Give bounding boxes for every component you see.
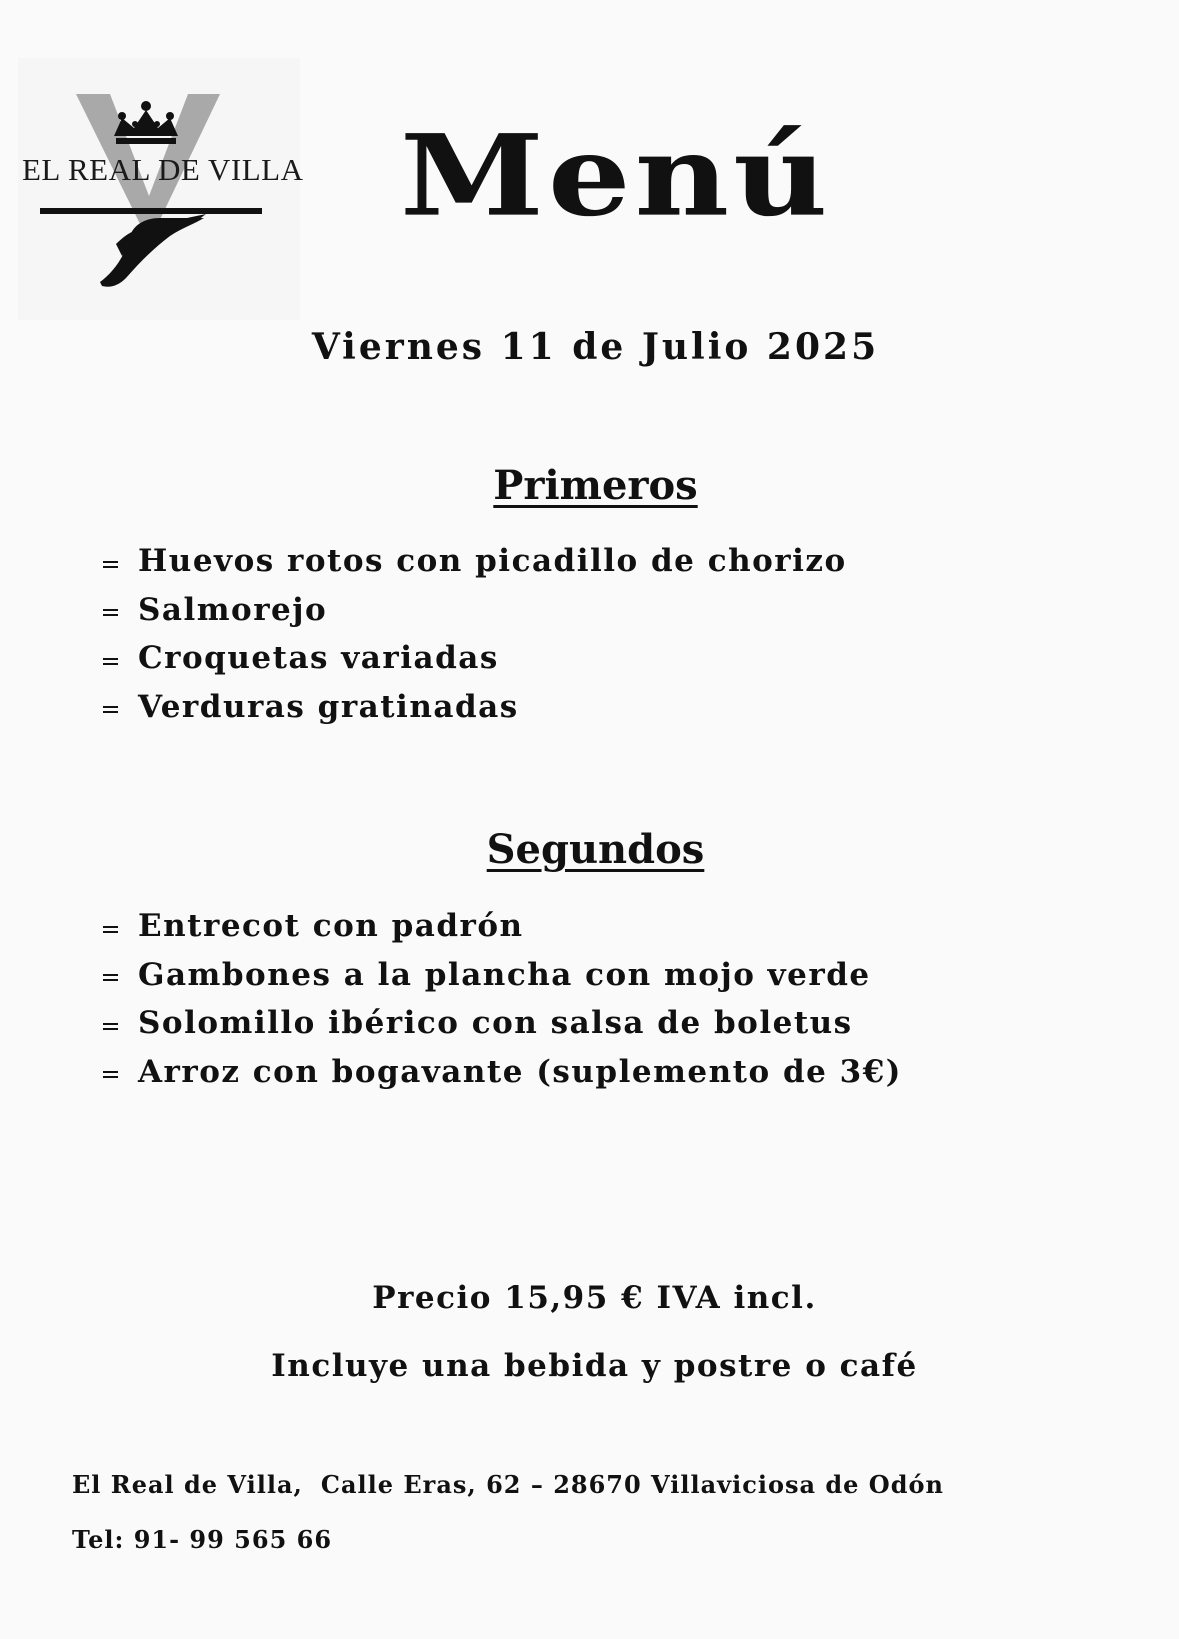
bullet-icon [103, 1023, 118, 1030]
dish-name: Croquetas variadas [138, 640, 499, 677]
crown-v-hand-logo-icon [18, 58, 304, 320]
dish-name: Salmorejo [138, 591, 328, 628]
dish-name: Solomillo ibérico con salsa de boletus [138, 1005, 853, 1042]
list-item [103, 537, 847, 586]
segundos-list [103, 902, 902, 1096]
restaurant-logo [18, 58, 304, 320]
menu-includes: Incluye una bebida y postre o café [271, 1348, 918, 1384]
footer-phone: Tel: 91- 99 565 66 [72, 1525, 333, 1554]
list-item [103, 999, 902, 1048]
footer-street: Calle Eras, 62 – 28670 Villaviciosa de Odón [320, 1470, 944, 1499]
list-item [103, 683, 847, 732]
page-title: Menú [400, 109, 832, 242]
bullet-icon [103, 974, 118, 981]
dish-name: Gambones a la plancha con mojo verde [138, 956, 871, 993]
bullet-icon [103, 706, 118, 713]
list-item [103, 1048, 902, 1097]
list-item [103, 902, 902, 951]
section-title-segundos: Segundos [486, 826, 705, 873]
primeros-list [103, 537, 847, 731]
bullet-icon [103, 926, 118, 933]
menu-date: Viernes 11 de Julio 2025 [311, 326, 880, 368]
list-item [103, 951, 902, 1000]
bullet-icon [103, 658, 118, 665]
bullet-icon [103, 1071, 118, 1078]
bullet-icon [103, 561, 118, 568]
dish-name: Entrecot con padrón [138, 908, 524, 945]
section-title-primeros: Primeros [493, 462, 698, 509]
list-item [103, 634, 847, 683]
dish-name: Huevos rotos con picadillo de chorizo [138, 543, 847, 580]
footer-address [72, 1470, 944, 1499]
list-item [103, 586, 847, 635]
dish-name: Arroz con bogavante (suplemento de 3€) [138, 1053, 902, 1090]
bullet-icon [103, 609, 118, 616]
footer-restaurant-name: El Real de Villa, [72, 1470, 303, 1499]
logo-text: EL REAL DE VILLA [22, 152, 304, 187]
dish-name: Verduras gratinadas [138, 688, 519, 725]
menu-price: Precio 15,95 € IVA incl. [372, 1280, 817, 1316]
